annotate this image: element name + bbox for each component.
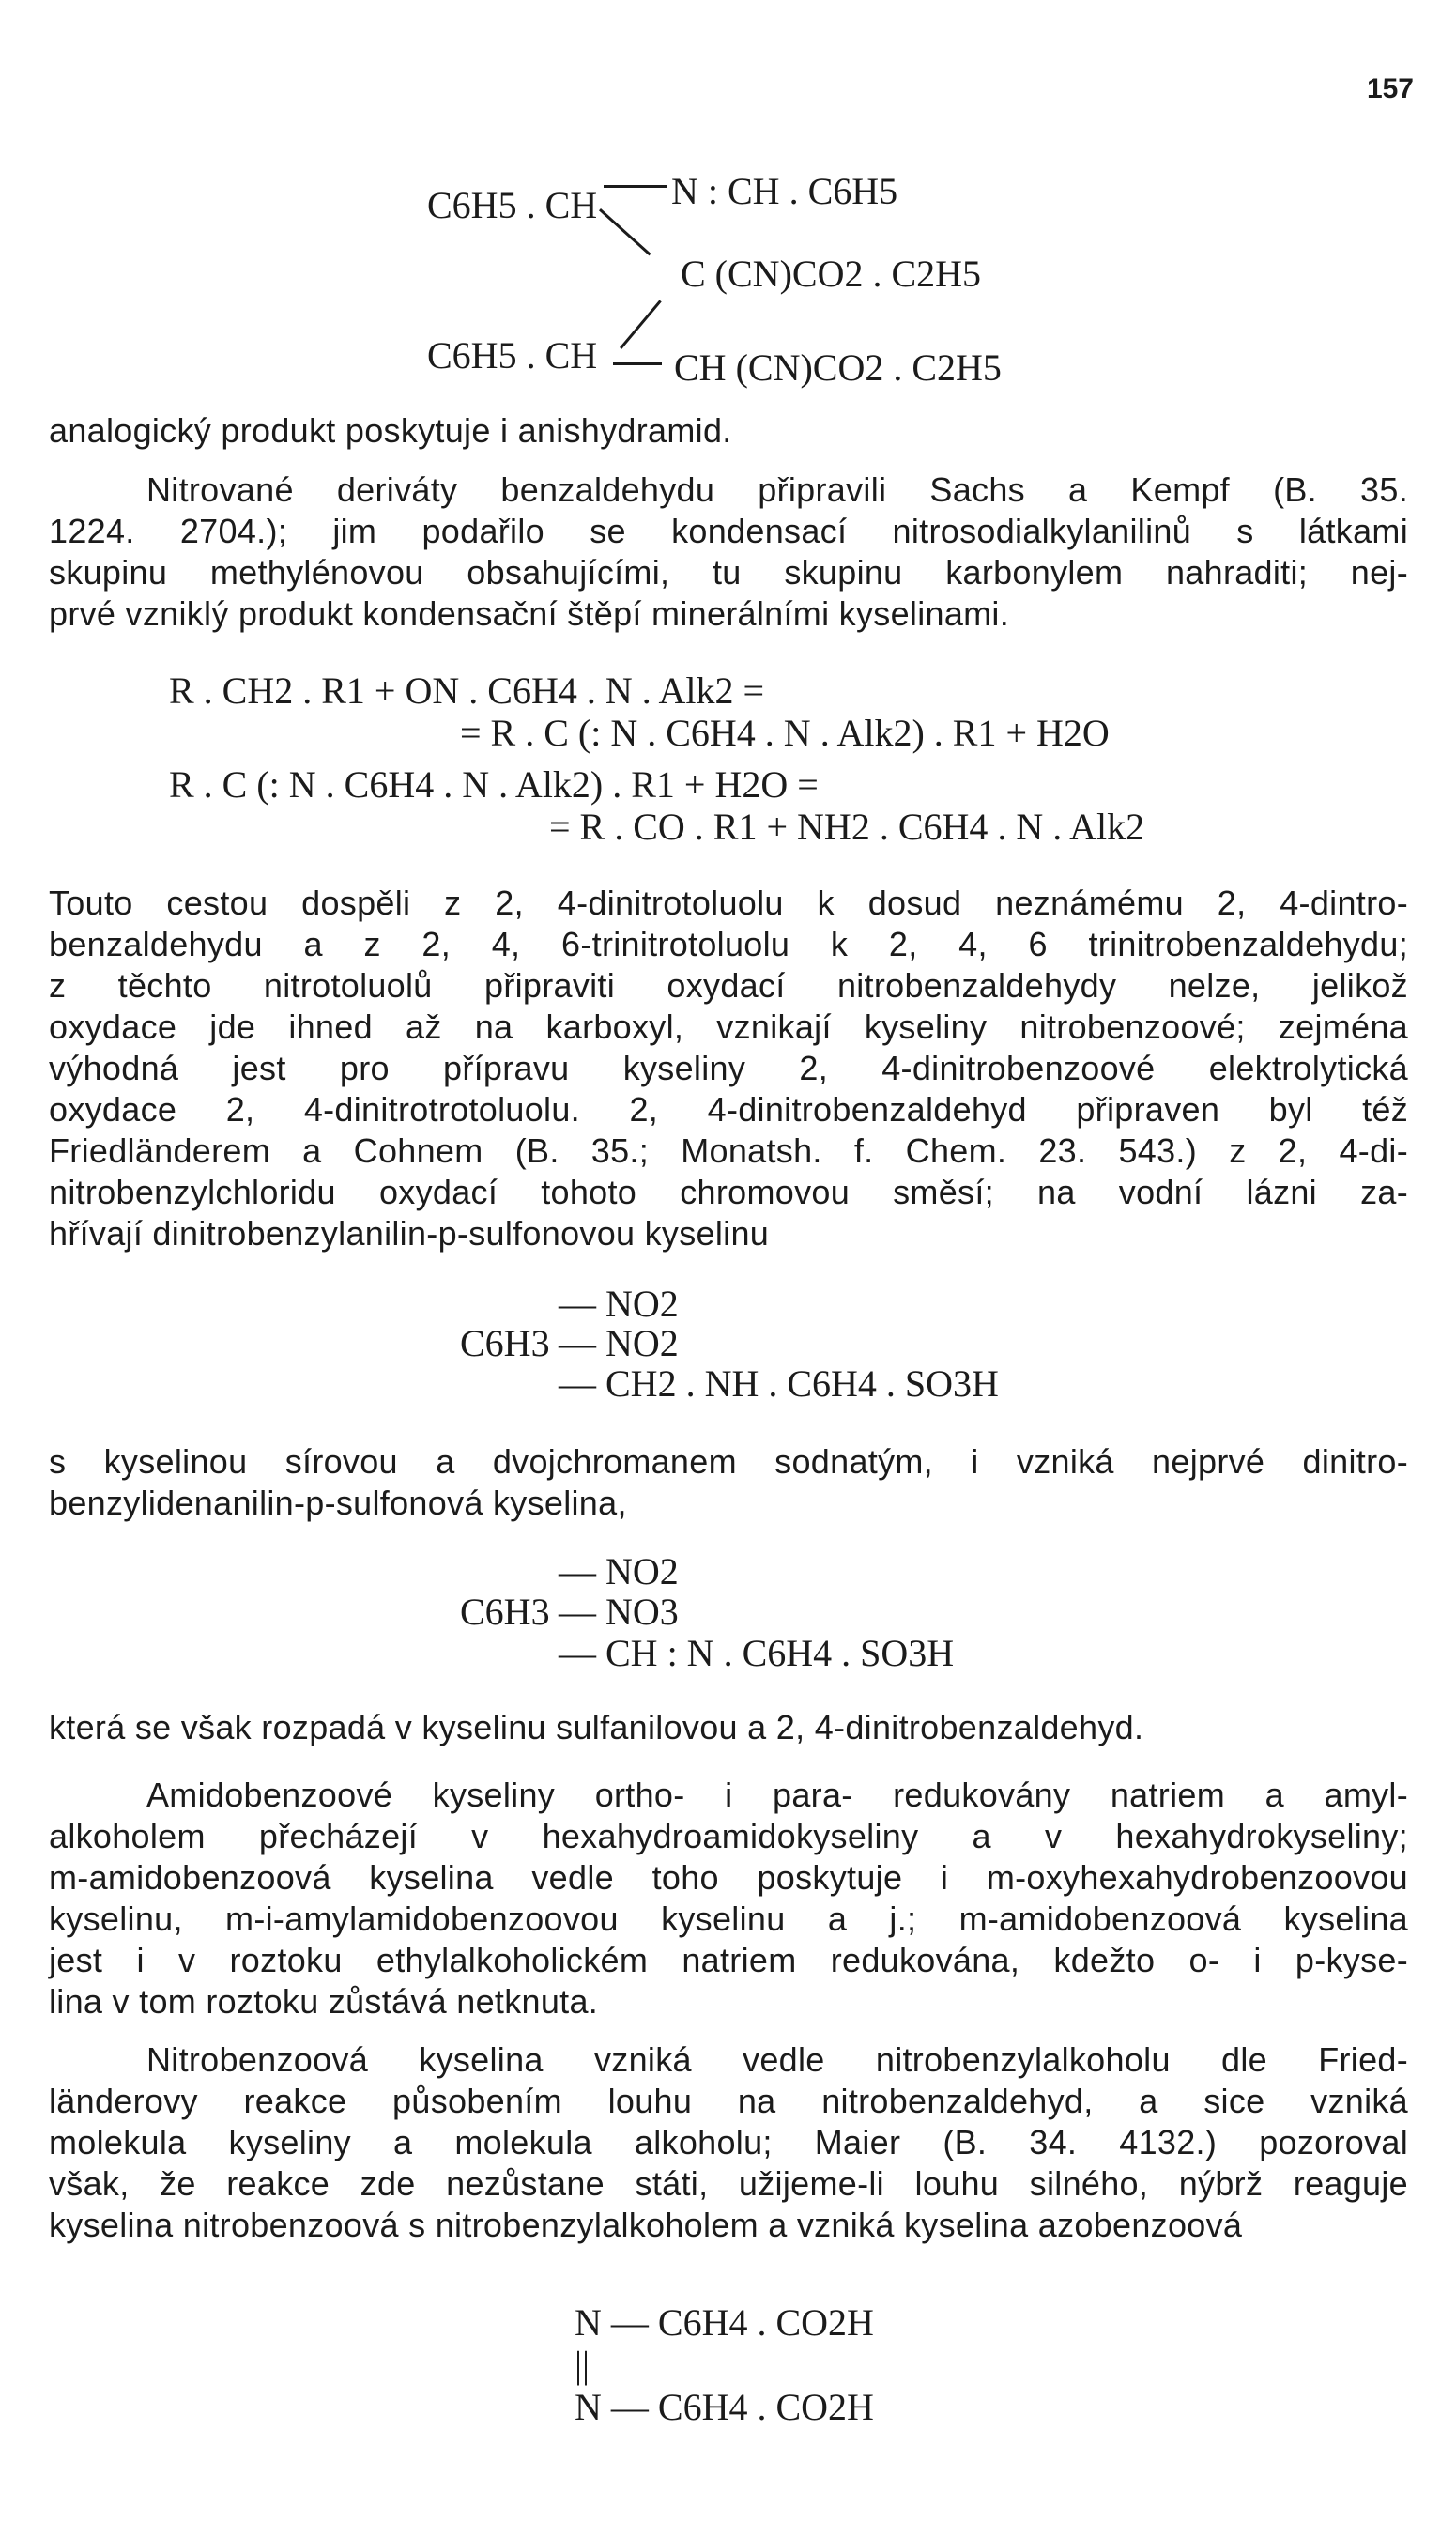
formula2-row1: — NO2 xyxy=(559,1283,679,1325)
text-line: m-amidobenzoová kyselina vedle toho poskytuje i m-oxyhexahydrobenzoovou xyxy=(49,1858,1408,1897)
text-line: výhodná jest pro přípravu kyseliny 2, 4-dinitrobenzoové elektrolytická xyxy=(49,1049,1408,1087)
reaction-line: = R . C (: N . C6H4 . N . Alk2) . R1 + H2O xyxy=(460,712,1110,754)
text-line: oxydace jde ihned až na karboxyl, vznikají kyseliny nitrobenzoové; zejména xyxy=(49,1008,1408,1046)
paragraph xyxy=(49,883,1408,1254)
formula4-row2: || xyxy=(575,2344,590,2386)
formula4-row3: N — C6H4 . CO2H xyxy=(575,2386,874,2428)
formula1-bottom-right: CH (CN)CO2 . C2H5 xyxy=(674,346,1002,389)
text-line: Nitrobenzoová kyselina vzniká vedle nitrobenzylalkoholu dle Fried- xyxy=(146,2040,1408,2079)
formula1-bond xyxy=(620,300,662,348)
formula1-bond xyxy=(613,362,662,365)
formula1-bond xyxy=(604,185,667,188)
text-line: však, že reakce zde nezůstane státi, užijeme-li louhu silného, nýbrž reaguje xyxy=(49,2164,1408,2203)
formula3-row3: — CH : N . C6H4 . SO3H xyxy=(559,1632,955,1674)
formula3-row2-left: C6H3 xyxy=(460,1591,550,1633)
text-line: Nitrované deriváty benzaldehydu připravili Sachs a Kempf (B. 35. xyxy=(146,470,1408,509)
formula1-top-right: N : CH . C6H5 xyxy=(671,170,898,212)
text-line: prvé vzniklý produkt kondensační štěpí minerálními kyselinami. xyxy=(49,594,1010,633)
text-line: s kyselinou sírovou a dvojchromanem sodnatým, i vzniká nejprvé dinitro- xyxy=(49,1442,1408,1481)
reaction-line: R . C (: N . C6H4 . N . Alk2) . R1 + H2O = xyxy=(169,763,819,806)
text-line: benzaldehydu a z 2, 4, 6-trinitrotoluolu k 2, 4, 6 trinitrobenzaldehydu; xyxy=(49,925,1408,963)
paragraph xyxy=(49,410,1408,452)
paragraph xyxy=(49,1441,1408,1524)
paragraph xyxy=(49,2039,1408,2246)
page-number: 157 xyxy=(1366,73,1414,104)
text-line: nitrobenzylchloridu oxydací tohoto chromovou směsí; na vodní lázni za- xyxy=(49,1173,1408,1211)
text-line: hřívají dinitrobenzylanilin-p-sulfonovou kyselinu xyxy=(49,1214,770,1253)
text-line: Friedländerem a Cohnem (B. 35.; Monatsh. f. Chem. 23. 543.) z 2, 4-di- xyxy=(49,1131,1408,1170)
formula1-bottom-left: C6H5 . CH xyxy=(427,334,598,377)
paragraph xyxy=(49,1707,1408,1748)
text-line: Amidobenzoové kyseliny ortho- i para- redukovány natriem a amyl- xyxy=(146,1776,1408,1814)
formula2-row2: — NO2 xyxy=(559,1322,679,1364)
text-line: molekula kyseliny a molekula alkoholu; Maier (B. 34. 4132.) pozoroval xyxy=(49,2123,1408,2161)
text-line: jest i v roztoku ethylalkoholickém natriem redukována, kdežto o- i p-kyse- xyxy=(49,1941,1408,1979)
text-line: z těchto nitrotoluolů připraviti oxydací nitrobenzaldehydy nelze, jelikož xyxy=(49,966,1408,1005)
formula1-top-left: C6H5 . CH xyxy=(427,184,598,226)
formula1-middle: C (CN)CO2 . C2H5 xyxy=(681,253,982,295)
formula2-row2-left: C6H3 xyxy=(460,1322,550,1364)
reaction-line: R . CH2 . R1 + ON . C6H4 . N . Alk2 = xyxy=(169,669,765,712)
text-line: skupinu methylénovou obsahujícími, tu skupinu karbonylem nahraditi; nej- xyxy=(49,553,1408,592)
text-line: oxydace 2, 4-dinitrotrotoluolu. 2, 4-dinitrobenzaldehyd připraven byl též xyxy=(49,1090,1408,1129)
formula3-row2: — NO3 xyxy=(559,1591,679,1633)
text-line: kyselina nitrobenzoová s nitrobenzylalkoholem a vzniká kyselina azobenzoová xyxy=(49,2206,1243,2244)
text-line: analogický produkt poskytuje i anishydramid. xyxy=(49,411,732,450)
formula3-row1: — NO2 xyxy=(559,1550,679,1592)
formula4-row1: N — C6H4 . CO2H xyxy=(575,2301,874,2344)
formula2-row3: — CH2 . NH . C6H4 . SO3H xyxy=(559,1362,999,1405)
text-line: Touto cestou dospěli z 2, 4-dinitrotoluolu k dosud neznámému 2, 4-dintro- xyxy=(49,884,1408,922)
paragraph xyxy=(49,469,1408,635)
text-line: kyselinu, m-i-amylamidobenzoovou kyselinu a j.; m-amidobenzoová kyselina xyxy=(49,1900,1408,1938)
text-line: 1224. 2704.); jim podařilo se kondensací nitrosodialkylanilinů s látkami xyxy=(49,512,1408,550)
text-line: která se však rozpadá v kyselinu sulfanilovou a 2, 4-dinitrobenzaldehyd. xyxy=(49,1708,1144,1746)
text-line: alkoholem přecházejí v hexahydroamidokyseliny a v hexahydrokyseliny; xyxy=(49,1817,1408,1855)
reaction-line: = R . CO . R1 + NH2 . C6H4 . N . Alk2 xyxy=(549,806,1145,848)
paragraph xyxy=(49,1775,1408,2023)
text-line: lina v tom roztoku zůstává netknuta. xyxy=(49,1982,599,2021)
text-line: benzylidenanilin-p-sulfonová kyselina, xyxy=(49,1484,627,1522)
formula1-bond xyxy=(599,208,651,255)
text-line: länderovy reakce působením louhu na nitrobenzaldehyd, a sice vzniká xyxy=(49,2082,1408,2120)
